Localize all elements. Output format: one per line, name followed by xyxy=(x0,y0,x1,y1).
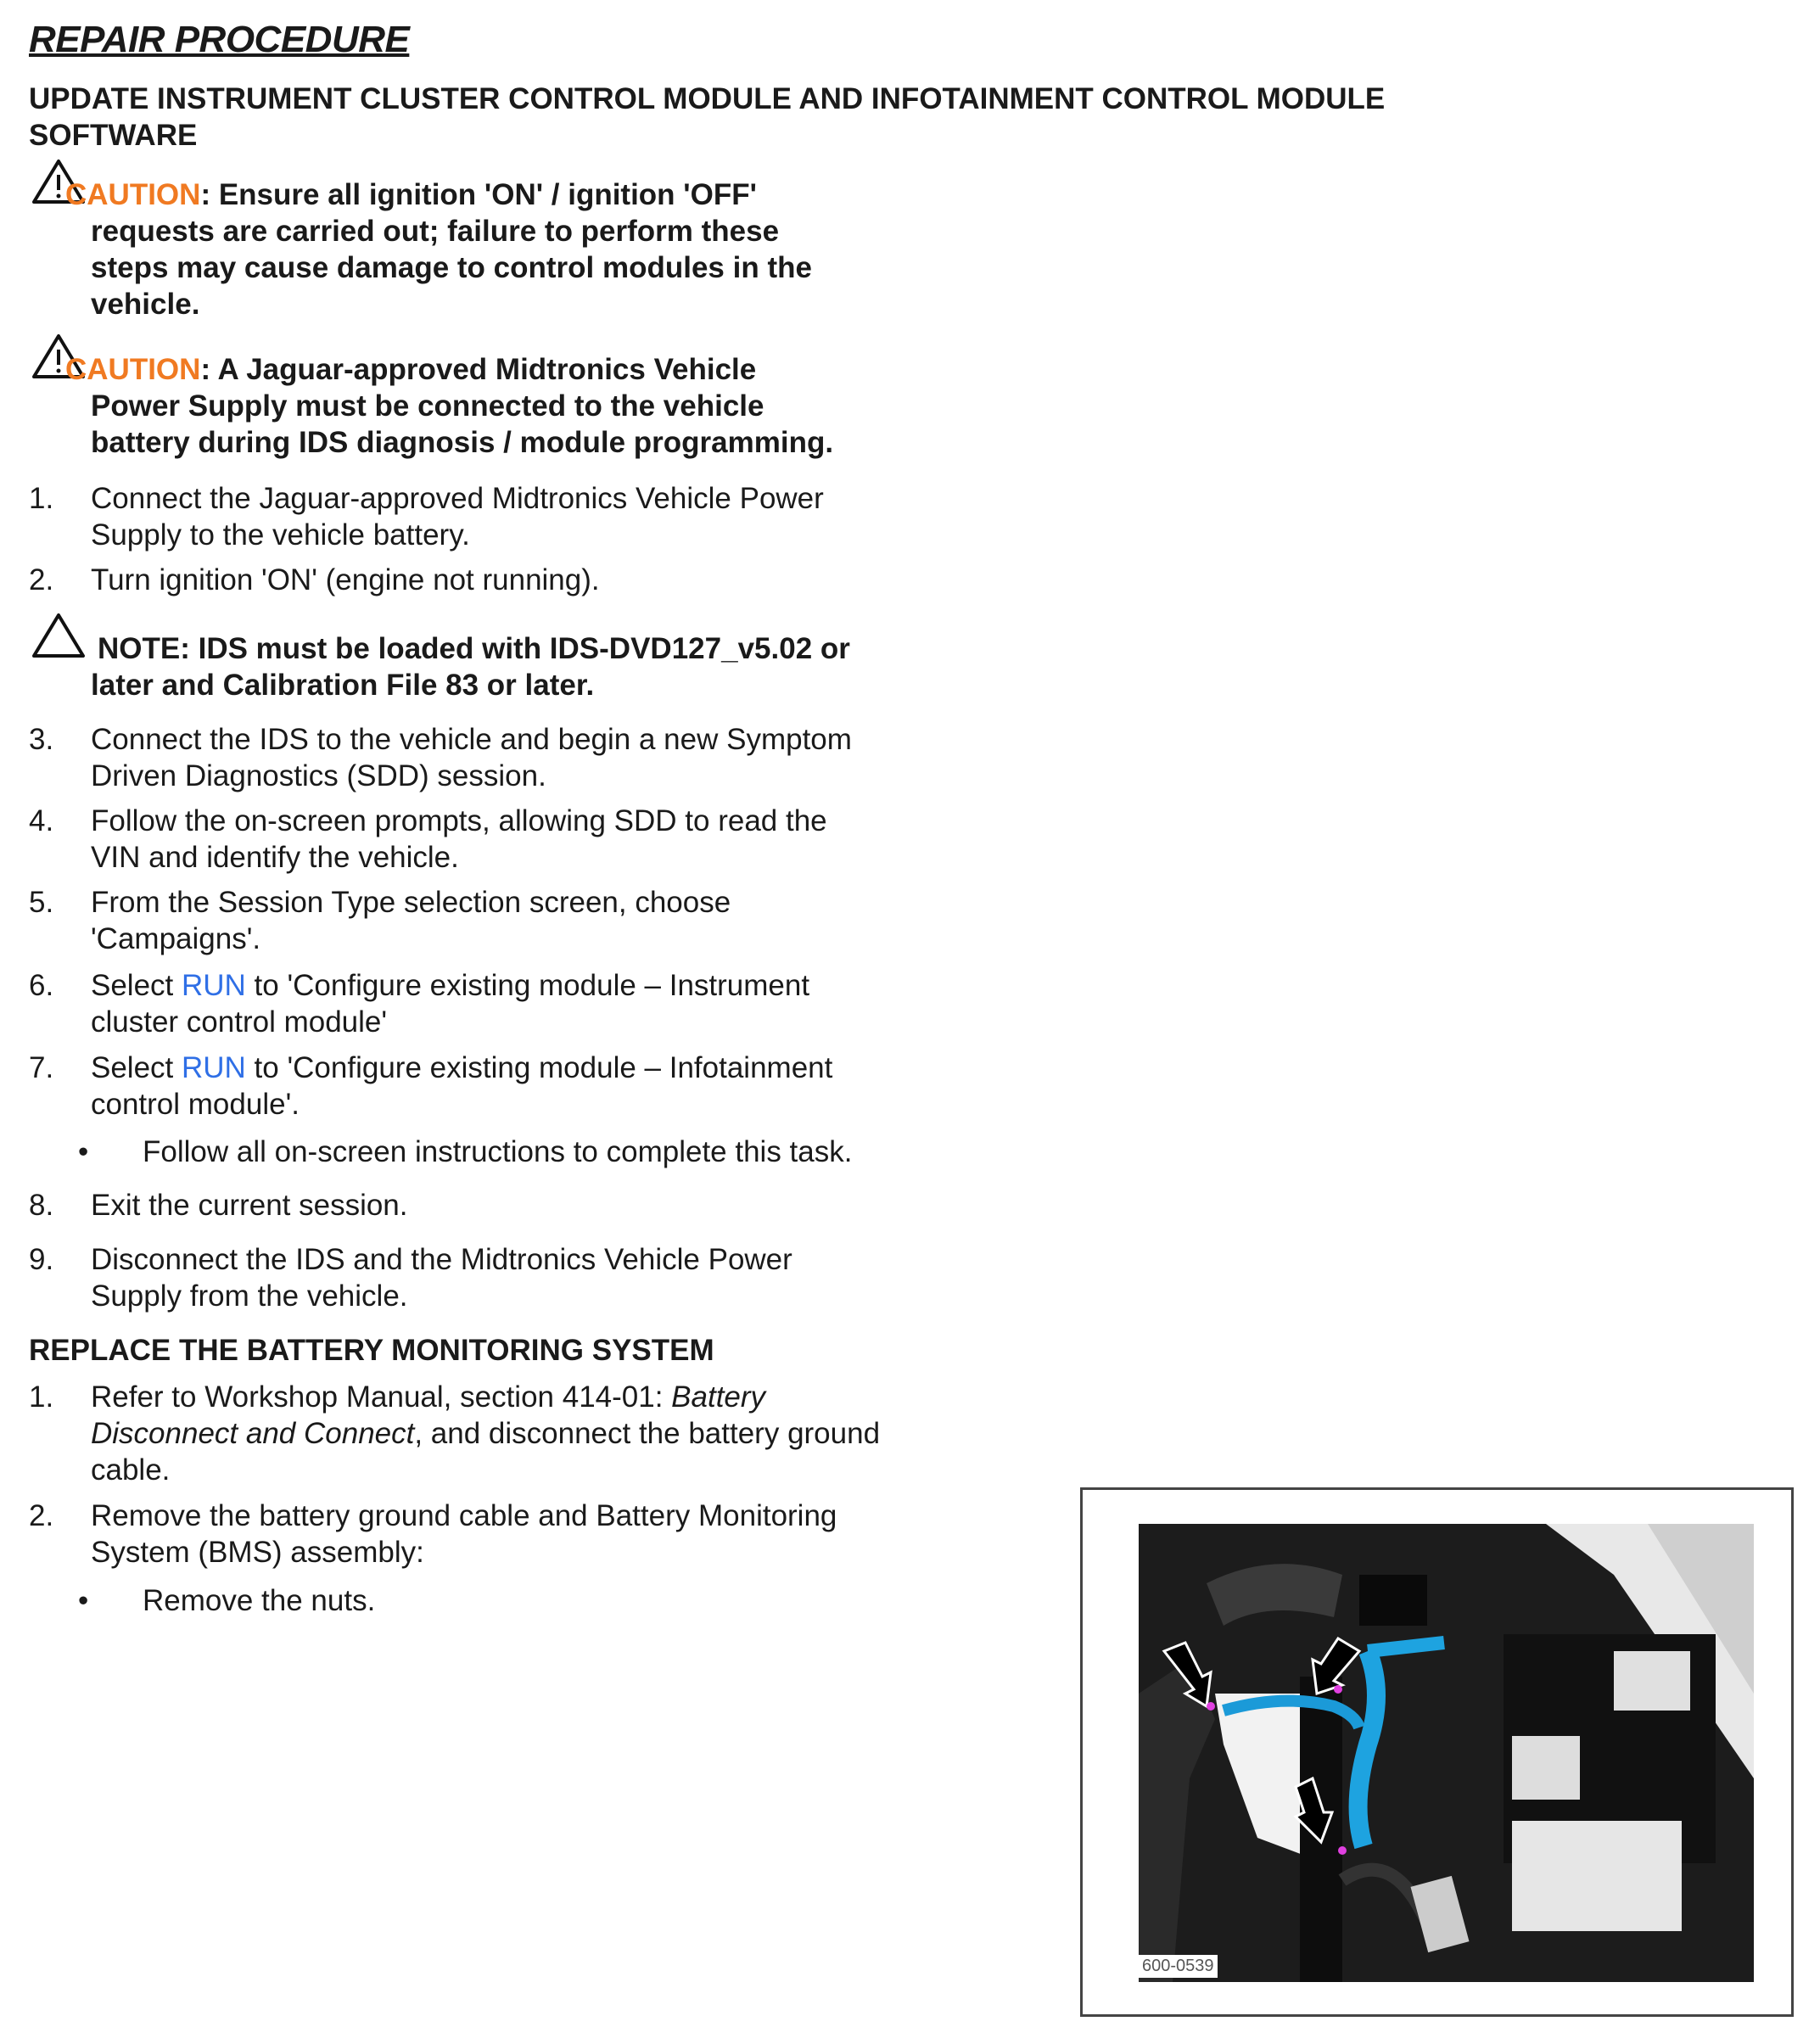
text-line xyxy=(91,213,812,249)
step-number: 8. xyxy=(29,1189,54,1222)
text-line xyxy=(91,1004,809,1040)
text-line xyxy=(91,424,833,461)
text-segment: Exit the current session. xyxy=(91,1189,408,1222)
block-text xyxy=(91,967,809,1040)
block-text xyxy=(91,1187,408,1223)
text-segment: to 'Configure existing module – Infotainment xyxy=(245,1051,833,1084)
text-line xyxy=(91,967,809,1004)
step-number: 2. xyxy=(29,563,54,596)
text-segment: to 'Configure existing module – Instrument xyxy=(245,969,810,1002)
step-number: 1. xyxy=(29,1380,54,1414)
text-line xyxy=(98,630,850,667)
figure-label: 600-0539 xyxy=(1139,1955,1218,1978)
text-segment: Turn ignition 'ON' (engine not running). xyxy=(91,563,600,596)
text-segment: control module'. xyxy=(91,1088,300,1121)
text-line xyxy=(91,1498,837,1534)
caution-label: CAUTION xyxy=(65,353,201,386)
text-segment: NOTE: IDS must be loaded with IDS-DVD127_v5.02 or xyxy=(98,632,850,665)
text-segment: battery during IDS diagnosis / module programming. xyxy=(91,426,834,459)
text-line xyxy=(91,517,824,553)
block-text xyxy=(91,1050,832,1123)
text-segment: Refer to Workshop Manual, section 414-01: xyxy=(91,1380,672,1414)
text-line xyxy=(91,1241,792,1278)
text-segment: VIN and identify the vehicle. xyxy=(91,841,459,874)
text-segment: Power Supply must be connected to the vehicle xyxy=(91,389,764,423)
block-text xyxy=(65,351,834,461)
text-line xyxy=(91,839,827,876)
text-segment: vehicle. xyxy=(91,288,200,321)
bms-photo xyxy=(1139,1524,1754,1982)
text-segment: Follow the on-screen prompts, allowing SDD to read the xyxy=(91,804,827,837)
block-text xyxy=(91,884,731,957)
text-line xyxy=(91,1534,837,1571)
text-segment: steps may cause damage to control modules in the xyxy=(91,251,812,284)
caution-label: CAUTION xyxy=(65,178,201,211)
step-number: 7. xyxy=(29,1051,54,1084)
step-number: 3. xyxy=(29,723,54,756)
text-line xyxy=(65,351,833,388)
step-number: 5. xyxy=(29,886,54,919)
text-segment: Follow all on-screen instructions to complete this task. xyxy=(143,1135,853,1168)
text-line xyxy=(91,1086,832,1123)
block-text xyxy=(143,1582,375,1619)
text-segment: cluster control module' xyxy=(91,1005,388,1039)
step-number: 6. xyxy=(29,969,54,1002)
block-text xyxy=(65,176,812,322)
block-text xyxy=(91,562,600,598)
text-segment: Connect the Jaguar-approved Midtronics Vehicle Power xyxy=(91,482,824,515)
block-text xyxy=(91,480,824,553)
block-text xyxy=(91,630,850,703)
text-line xyxy=(91,921,731,957)
note-triangle-icon xyxy=(31,612,87,659)
step-number: 2. xyxy=(29,1499,54,1532)
heading-line: REPLACE THE BATTERY MONITORING SYSTEM xyxy=(29,1334,714,1367)
text-line xyxy=(91,480,824,517)
block-text xyxy=(91,1379,880,1488)
step-number: 1. xyxy=(29,482,54,515)
block-text xyxy=(91,1498,837,1571)
text-segment: Supply to the vehicle battery. xyxy=(91,518,470,552)
page-title: REPAIR PROCEDURE xyxy=(29,19,410,60)
bullet-marker: • xyxy=(78,1135,89,1168)
text-segment: later and Calibration File 83 or later. xyxy=(91,669,595,702)
text-line xyxy=(91,884,731,921)
text-line xyxy=(91,1187,408,1223)
section-heading-replace-bms xyxy=(29,1332,714,1369)
text-line xyxy=(143,1582,375,1619)
text-segment: Select xyxy=(91,1051,182,1084)
text-segment: requests are carried out; failure to perform these xyxy=(91,215,780,248)
text-line xyxy=(91,667,850,703)
text-segment: System (BMS) assembly: xyxy=(91,1536,424,1569)
text-line xyxy=(65,176,812,213)
text-line xyxy=(91,721,852,758)
text-segment: : A Jaguar-approved Midtronics Vehicle xyxy=(200,353,757,386)
bullet-marker: • xyxy=(78,1584,89,1617)
text-line xyxy=(91,562,600,598)
text-line xyxy=(91,803,827,839)
block-text xyxy=(143,1134,852,1170)
text-segment: cable. xyxy=(91,1453,171,1487)
block-text xyxy=(91,1241,792,1314)
text-line xyxy=(91,249,812,286)
text-line xyxy=(143,1134,852,1170)
text-line xyxy=(91,758,852,794)
figure-battery-monitoring-system xyxy=(1080,1487,1794,2017)
text-line xyxy=(91,388,833,424)
run-keyword: RUN xyxy=(182,1051,246,1084)
text-segment: Connect the IDS to the vehicle and begin a new Symptom xyxy=(91,723,852,756)
text-segment: Disconnect and Connect xyxy=(91,1417,415,1450)
text-segment: Disconnect the IDS and the Midtronics Vehicle Power xyxy=(91,1243,792,1276)
text-line xyxy=(91,1379,880,1415)
text-line xyxy=(91,1050,832,1086)
text-segment: : Ensure all ignition 'ON' / ignition 'OFF' xyxy=(200,178,757,211)
heading-line: UPDATE INSTRUMENT CLUSTER CONTROL MODULE AND INFOTAINMENT CONTROL MODULE xyxy=(29,82,1386,115)
run-keyword: RUN xyxy=(182,969,246,1002)
text-segment: Remove the battery ground cable and Battery Monitoring xyxy=(91,1499,837,1532)
text-line xyxy=(91,1415,880,1452)
text-segment: Select xyxy=(91,969,182,1002)
text-segment: Battery xyxy=(671,1380,766,1414)
text-line xyxy=(91,1278,792,1314)
text-segment: From the Session Type selection screen, choose xyxy=(91,886,731,919)
text-segment: Remove the nuts. xyxy=(143,1584,376,1617)
text-line xyxy=(91,1452,880,1488)
block-text xyxy=(91,721,852,794)
text-segment: Driven Diagnostics (SDD) session. xyxy=(91,759,546,792)
text-segment: Supply from the vehicle. xyxy=(91,1279,408,1313)
step-number: 4. xyxy=(29,804,54,837)
block-text xyxy=(91,803,827,876)
section-heading-update-modules xyxy=(29,81,1385,154)
heading-line: SOFTWARE xyxy=(29,119,198,152)
text-segment: , and disconnect the battery ground xyxy=(414,1417,881,1450)
text-line xyxy=(91,286,812,322)
step-number: 9. xyxy=(29,1243,54,1276)
text-segment: 'Campaigns'. xyxy=(91,922,261,955)
